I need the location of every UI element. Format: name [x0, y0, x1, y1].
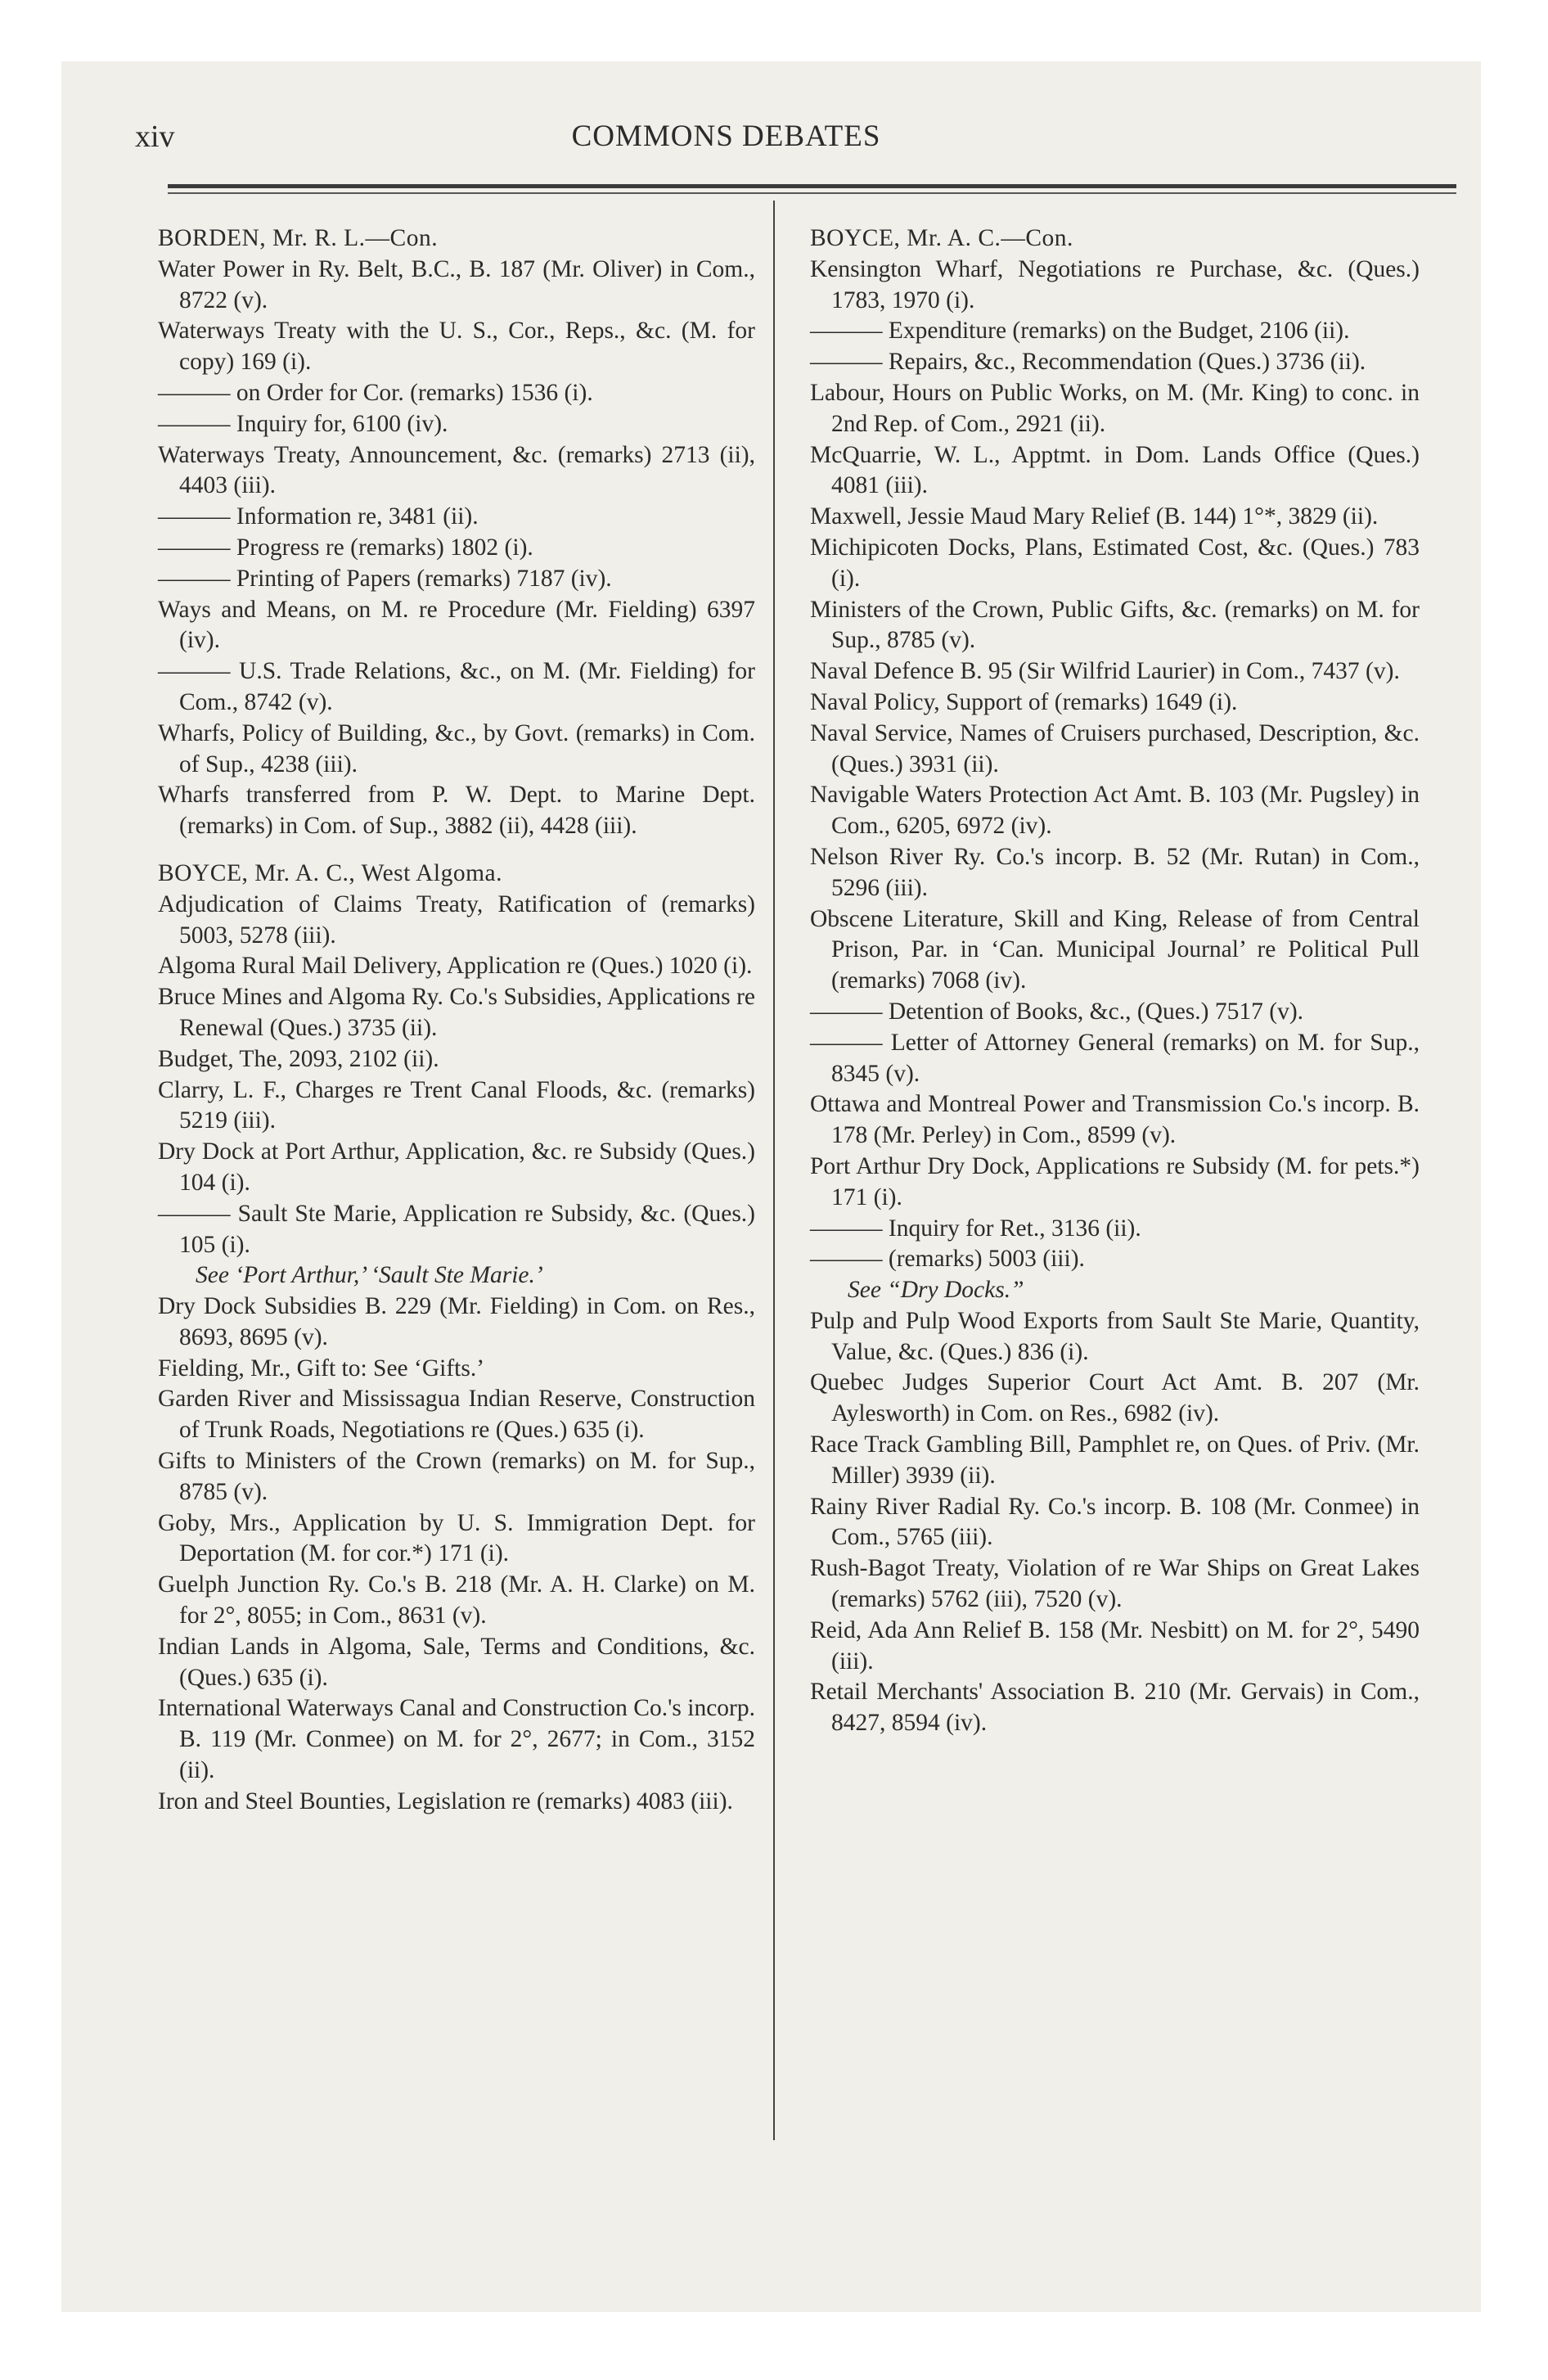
index-entry: Clarry, L. F., Charges re Trent Canal Floods, &c. (remarks) 5219 (iii).	[158, 1076, 755, 1134]
index-entry: Labour, Hours on Public Works, on M. (Mr. King) to conc. in 2nd Rep. of Com., 2921 (ii).	[810, 379, 1420, 437]
index-entry: Algoma Rural Mail Delivery, Application re (Ques.) 1020 (i).	[158, 953, 753, 980]
index-entry: ——— Progress re (remarks) 1802 (i).	[158, 534, 533, 561]
index-heading: BORDEN, Mr. R. L.—Con.	[158, 225, 439, 251]
index-entry: Port Arthur Dry Dock, Applications re Subsidy (M. for pets.*) 171 (i).	[810, 1152, 1420, 1210]
index-entry: Waterways Treaty with the U. S., Cor., Reps., &c. (M. for copy) 169 (i).	[158, 318, 755, 376]
index-entry: Michipicoten Docks, Plans, Estimated Cost, &c. (Ques.) 783 (i).	[810, 534, 1420, 592]
index-entry: Bruce Mines and Algoma Ry. Co.'s Subsidies, Applications re Renewal (Ques.) 3735 (ii).	[158, 984, 755, 1041]
index-entry: Goby, Mrs., Application by U. S. Immigration Dept. for Deportation (M. for cor.*) 171 (i).	[158, 1509, 755, 1567]
index-entry: Naval Defence B. 95 (Sir Wilfrid Laurier) in Com., 7437 (v).	[810, 658, 1400, 685]
index-entry: ——— Letter of Attorney General (remarks) on M. for Sup., 8345 (v).	[810, 1029, 1420, 1087]
index-entry: ——— on Order for Cor. (remarks) 1536 (i).	[158, 379, 593, 406]
index-entry: ——— Printing of Papers (remarks) 7187 (iv).	[158, 565, 612, 592]
section-gap	[158, 842, 755, 859]
index-entry: Rainy River Radial Ry. Co.'s incorp. B. 108 (Mr. Conmee) in Com., 5765 (iii).	[810, 1493, 1420, 1551]
index-entry: Guelph Junction Ry. Co.'s B. 218 (Mr. A. H. Clarke) on M. for 2°, 8055; in Com., 8631 (v).	[158, 1571, 755, 1629]
index-entry: ——— U.S. Trade Relations, &c., on M. (Mr. Fielding) for Com., 8742 (v).	[158, 658, 755, 715]
index-entry: Navigable Waters Protection Act Amt. B. 103 (Mr. Pugsley) in Com., 6205, 6972 (iv).	[810, 782, 1420, 840]
index-entry: Waterways Treaty, Announcement, &c. (remarks) 2713 (ii), 4403 (iii).	[158, 441, 755, 499]
index-entry: ——— Repairs, &c., Recommendation (Ques.) 3736 (ii).	[810, 349, 1366, 376]
index-entry: Ways and Means, on M. re Procedure (Mr. Fielding) 6397 (iv).	[158, 596, 755, 654]
index-entry: Ottawa and Montreal Power and Transmission Co.'s incorp. B. 178 (Mr. Perley) in Com., 8599 (v).	[810, 1091, 1420, 1149]
index-entry: Reid, Ada Ann Relief B. 158 (Mr. Nesbitt) on M. for 2°, 5490 (iii).	[810, 1616, 1420, 1675]
index-entry: Maxwell, Jessie Maud Mary Relief (B. 144) 1°*, 3829 (ii).	[810, 503, 1379, 530]
page-number: xiv	[135, 119, 175, 154]
index-entry: Nelson River Ry. Co.'s incorp. B. 52 (Mr. Rutan) in Com., 5296 (iii).	[810, 843, 1420, 901]
index-entry: Kensington Wharf, Negotiations re Purchase, &c. (Ques.) 1783, 1970 (i).	[810, 255, 1420, 313]
index-entry: ——— Expenditure (remarks) on the Budget, 2106 (ii).	[810, 318, 1350, 345]
index-heading: BOYCE, Mr. A. C.—Con.	[810, 225, 1073, 251]
index-entry: ——— Detention of Books, &c., (Ques.) 7517 (v).	[810, 998, 1304, 1025]
page	[61, 61, 1481, 2312]
index-entry: Wharfs, Policy of Building, &c., by Govt. (remarks) in Com. of Sup., 4238 (iii).	[158, 719, 755, 778]
header-rule	[168, 184, 1456, 188]
cross-reference: See ‘Port Arthur,’ ‘Sault Ste Marie.’	[196, 1262, 543, 1289]
index-entry: Naval Policy, Support of (remarks) 1649 (i).	[810, 688, 1238, 715]
index-entry: Iron and Steel Bounties, Legislation re (remarks) 4083 (iii).	[158, 1787, 733, 1814]
index-entry: ——— (remarks) 5003 (iii).	[810, 1246, 1085, 1273]
index-heading: BOYCE, Mr. A. C., West Algoma.	[158, 859, 503, 886]
index-entry: ——— Inquiry for, 6100 (iv).	[158, 410, 448, 437]
page-header	[61, 119, 1391, 168]
index-entry: ——— Sault Ste Marie, Application re Subsidy, &c. (Ques.) 105 (i).	[158, 1200, 755, 1258]
header-rule-thin	[168, 192, 1456, 194]
index-entry: Water Power in Ry. Belt, B.C., B. 187 (Mr. Oliver) in Com., 8722 (v).	[158, 255, 755, 313]
index-entry: McQuarrie, W. L., Apptmt. in Dom. Lands Office (Ques.) 4081 (iii).	[810, 441, 1420, 499]
index-entry: Wharfs transferred from P. W. Dept. to Marine Dept. (remarks) in Com. of Sup., 3882 (ii), 4428 (iii).	[158, 782, 755, 840]
right-column	[810, 223, 1420, 1739]
index-entry: Quebec Judges Superior Court Act Amt. B. 207 (Mr. Aylesworth) in Com. on Res., 6982 (iv).	[810, 1369, 1420, 1427]
index-entry: Budget, The, 2093, 2102 (ii).	[158, 1045, 439, 1072]
index-entry: Naval Service, Names of Cruisers purchased, Description, &c. (Ques.) 3931 (ii).	[810, 719, 1420, 778]
index-entry: Garden River and Mississagua Indian Reserve, Construction of Trunk Roads, Negotiations re (Ques.) 635 (i).	[158, 1386, 755, 1444]
index-entry: Dry Dock Subsidies B. 229 (Mr. Fielding) in Com. on Res., 8693, 8695 (v).	[158, 1293, 755, 1350]
index-entry: Ministers of the Crown, Public Gifts, &c. (remarks) on M. for Sup., 8785 (v).	[810, 596, 1420, 654]
index-entry: ——— Information re, 3481 (ii).	[158, 503, 479, 530]
cross-reference: See “Dry Docks.”	[848, 1277, 1024, 1304]
index-entry: Fielding, Mr., Gift to: See ‘Gifts.’	[158, 1355, 485, 1382]
index-entry: Race Track Gambling Bill, Pamphlet re, on Ques. of Priv. (Mr. Miller) 3939 (ii).	[810, 1431, 1420, 1489]
index-entry: International Waterways Canal and Construction Co.'s incorp. B. 119 (Mr. Conmee) on M. for 2°, 2677; in Com., 3152 (ii).	[158, 1695, 755, 1784]
index-entry: Adjudication of Claims Treaty, Ratification of (remarks) 5003, 5278 (iii).	[158, 890, 755, 949]
left-column	[158, 223, 755, 1818]
index-entry: ——— Inquiry for Ret., 3136 (ii).	[810, 1215, 1141, 1242]
index-entry: Gifts to Ministers of the Crown (remarks) on M. for Sup., 8785 (v).	[158, 1448, 755, 1505]
index-entry: Indian Lands in Algoma, Sale, Terms and Conditions, &c. (Ques.) 635 (i).	[158, 1633, 755, 1691]
index-entry: Rush-Bagot Treaty, Violation of re War Ships on Great Lakes (remarks) 5762 (iii), 7520 (v).	[810, 1555, 1420, 1613]
column-divider	[773, 201, 775, 2140]
index-entry: Retail Merchants' Association B. 210 (Mr. Gervais) in Com., 8427, 8594 (iv).	[810, 1679, 1420, 1737]
index-entry: Dry Dock at Port Arthur, Application, &c. re Subsidy (Ques.) 104 (i).	[158, 1138, 755, 1196]
index-entry: Obscene Literature, Skill and King, Release of from Central Prison, Par. in ‘Can. Municipal Journal’ re Political Pull (remarks) 7068 (iv).	[810, 905, 1420, 994]
index-entry: Pulp and Pulp Wood Exports from Sault Ste Marie, Quantity, Value, &c. (Ques.) 836 (i).	[810, 1307, 1420, 1365]
running-title: COMMONS DEBATES	[571, 119, 881, 153]
